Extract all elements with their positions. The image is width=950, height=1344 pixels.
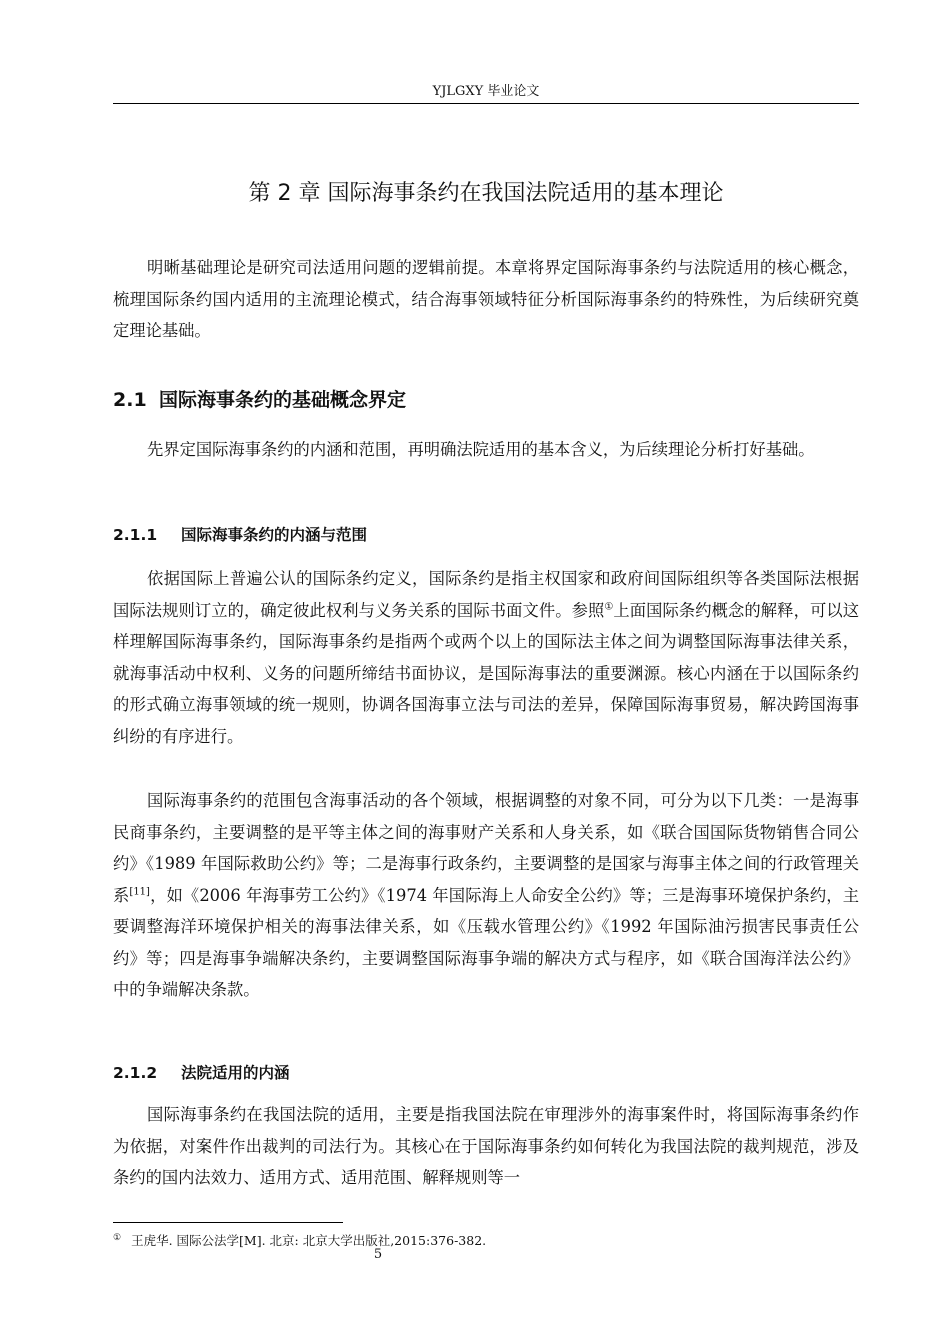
footnote-divider <box>113 1222 343 1223</box>
paragraph-text: 国际海事条约的范围包含海事活动的各个领域，根据调整的对象不同，可分为以下几类：一是海事民商事条约，主要调整的是平等主体之间的海事财产关系和人身关系，如《联合国国际货物销售合同公约》《1989 年国际救助公约》等；二是海事行政条约，主要调整的是国家与海事主体之间的行政管理关系 <box>113 791 859 905</box>
section-2-1-heading <box>113 386 406 414</box>
chapter-title: 第 2 章 国际海事条约在我国法院适用的基本理论 <box>248 181 724 206</box>
paragraph-text: 上面国际条约概念的解释，可以这样理解国际海事条约，国际海事条约是指两个或两个以上的国际法主体之间为调整国际海事法律关系，就海事活动中权利、义务的问题所缔结书面协议，是国际海事法的重要渊源。核心内涵在于以国际条约的形式确立海事领域的统一规则，协调各国海事立法与司法的差异，保障国际海事贸易，解决跨国海事纠纷的有序进行。 <box>113 600 859 746</box>
subsection-title: 国际海事条约的内涵与范围 <box>181 526 368 544</box>
section-2-1-2-heading <box>113 1061 290 1085</box>
subsection-number: 2.1.1 <box>113 526 158 544</box>
subsection-title: 法院适用的内涵 <box>181 1064 290 1082</box>
section-2-1-1-heading <box>113 523 367 547</box>
footnote-reference[interactable]: ① <box>604 601 614 613</box>
section-2-1-1-paragraph-2 <box>113 785 859 1006</box>
running-header: YJLGXY 毕业论文 <box>432 84 540 99</box>
section-2-1-intro-paragraph: 先界定国际海事条约的内涵和范围，再明确法院适用的基本含义，为后续理论分析打好基础。 <box>147 440 815 459</box>
subsection-number: 2.1.2 <box>113 1064 158 1082</box>
footnote-mark: ① <box>113 1233 122 1243</box>
citation-reference[interactable]: [11] <box>129 886 150 898</box>
paragraph-text: ，如《2006 年海事劳工公约》《1974 年国际海上人命安全公约》等；三是海事环境保护条约，主要调整海洋环境保护相关的海事法律关系，如《压载水管理公约》《1992 年国际油污损害民事责任公约》等；四是海事争端解决条约，主要调整国际海事争端的解决方式与程序，如《联合国海洋法公约》中的争端解决条款。 <box>113 885 859 999</box>
section-2-1-1-paragraph-1 <box>113 563 859 752</box>
section-2-1-2-paragraph-1: 国际海事条约在我国法院的适用，主要是指我国法院在审理涉外的海事案件时，将国际海事条约作为依据，对案件作出裁判的司法行为。其核心在于国际海事条约如何转化为我国法院的裁判规范，涉及条约的国内法效力、适用方式、适用范围、解释规则等一 <box>113 1105 859 1187</box>
footnote-text: 王虎华. 国际公法学[M]. 北京: 北京大学出版社,2015:376-382. <box>131 1233 487 1249</box>
chapter-intro-paragraph: 明晰基础理论是研究司法适用问题的逻辑前提。本章将界定国际海事条约与法院适用的核心概念，梳理国际条约国内适用的主流理论模式，结合海事领域特征分析国际海事条约的特殊性，为后续研究奠定理论基础。 <box>113 258 859 340</box>
header-divider <box>113 103 859 104</box>
page-number: 5 <box>373 1247 383 1262</box>
section-title: 国际海事条约的基础概念界定 <box>159 389 407 411</box>
section-number: 2.1 <box>113 389 147 411</box>
paragraph-text: 依据国际上普遍公认的国际条约定义，国际条约是指主权国家和政府间国际组织等各类国际法根据国际法规则订立的，确定彼此权利与义务关系的国际书面文件。参照 <box>113 569 859 620</box>
